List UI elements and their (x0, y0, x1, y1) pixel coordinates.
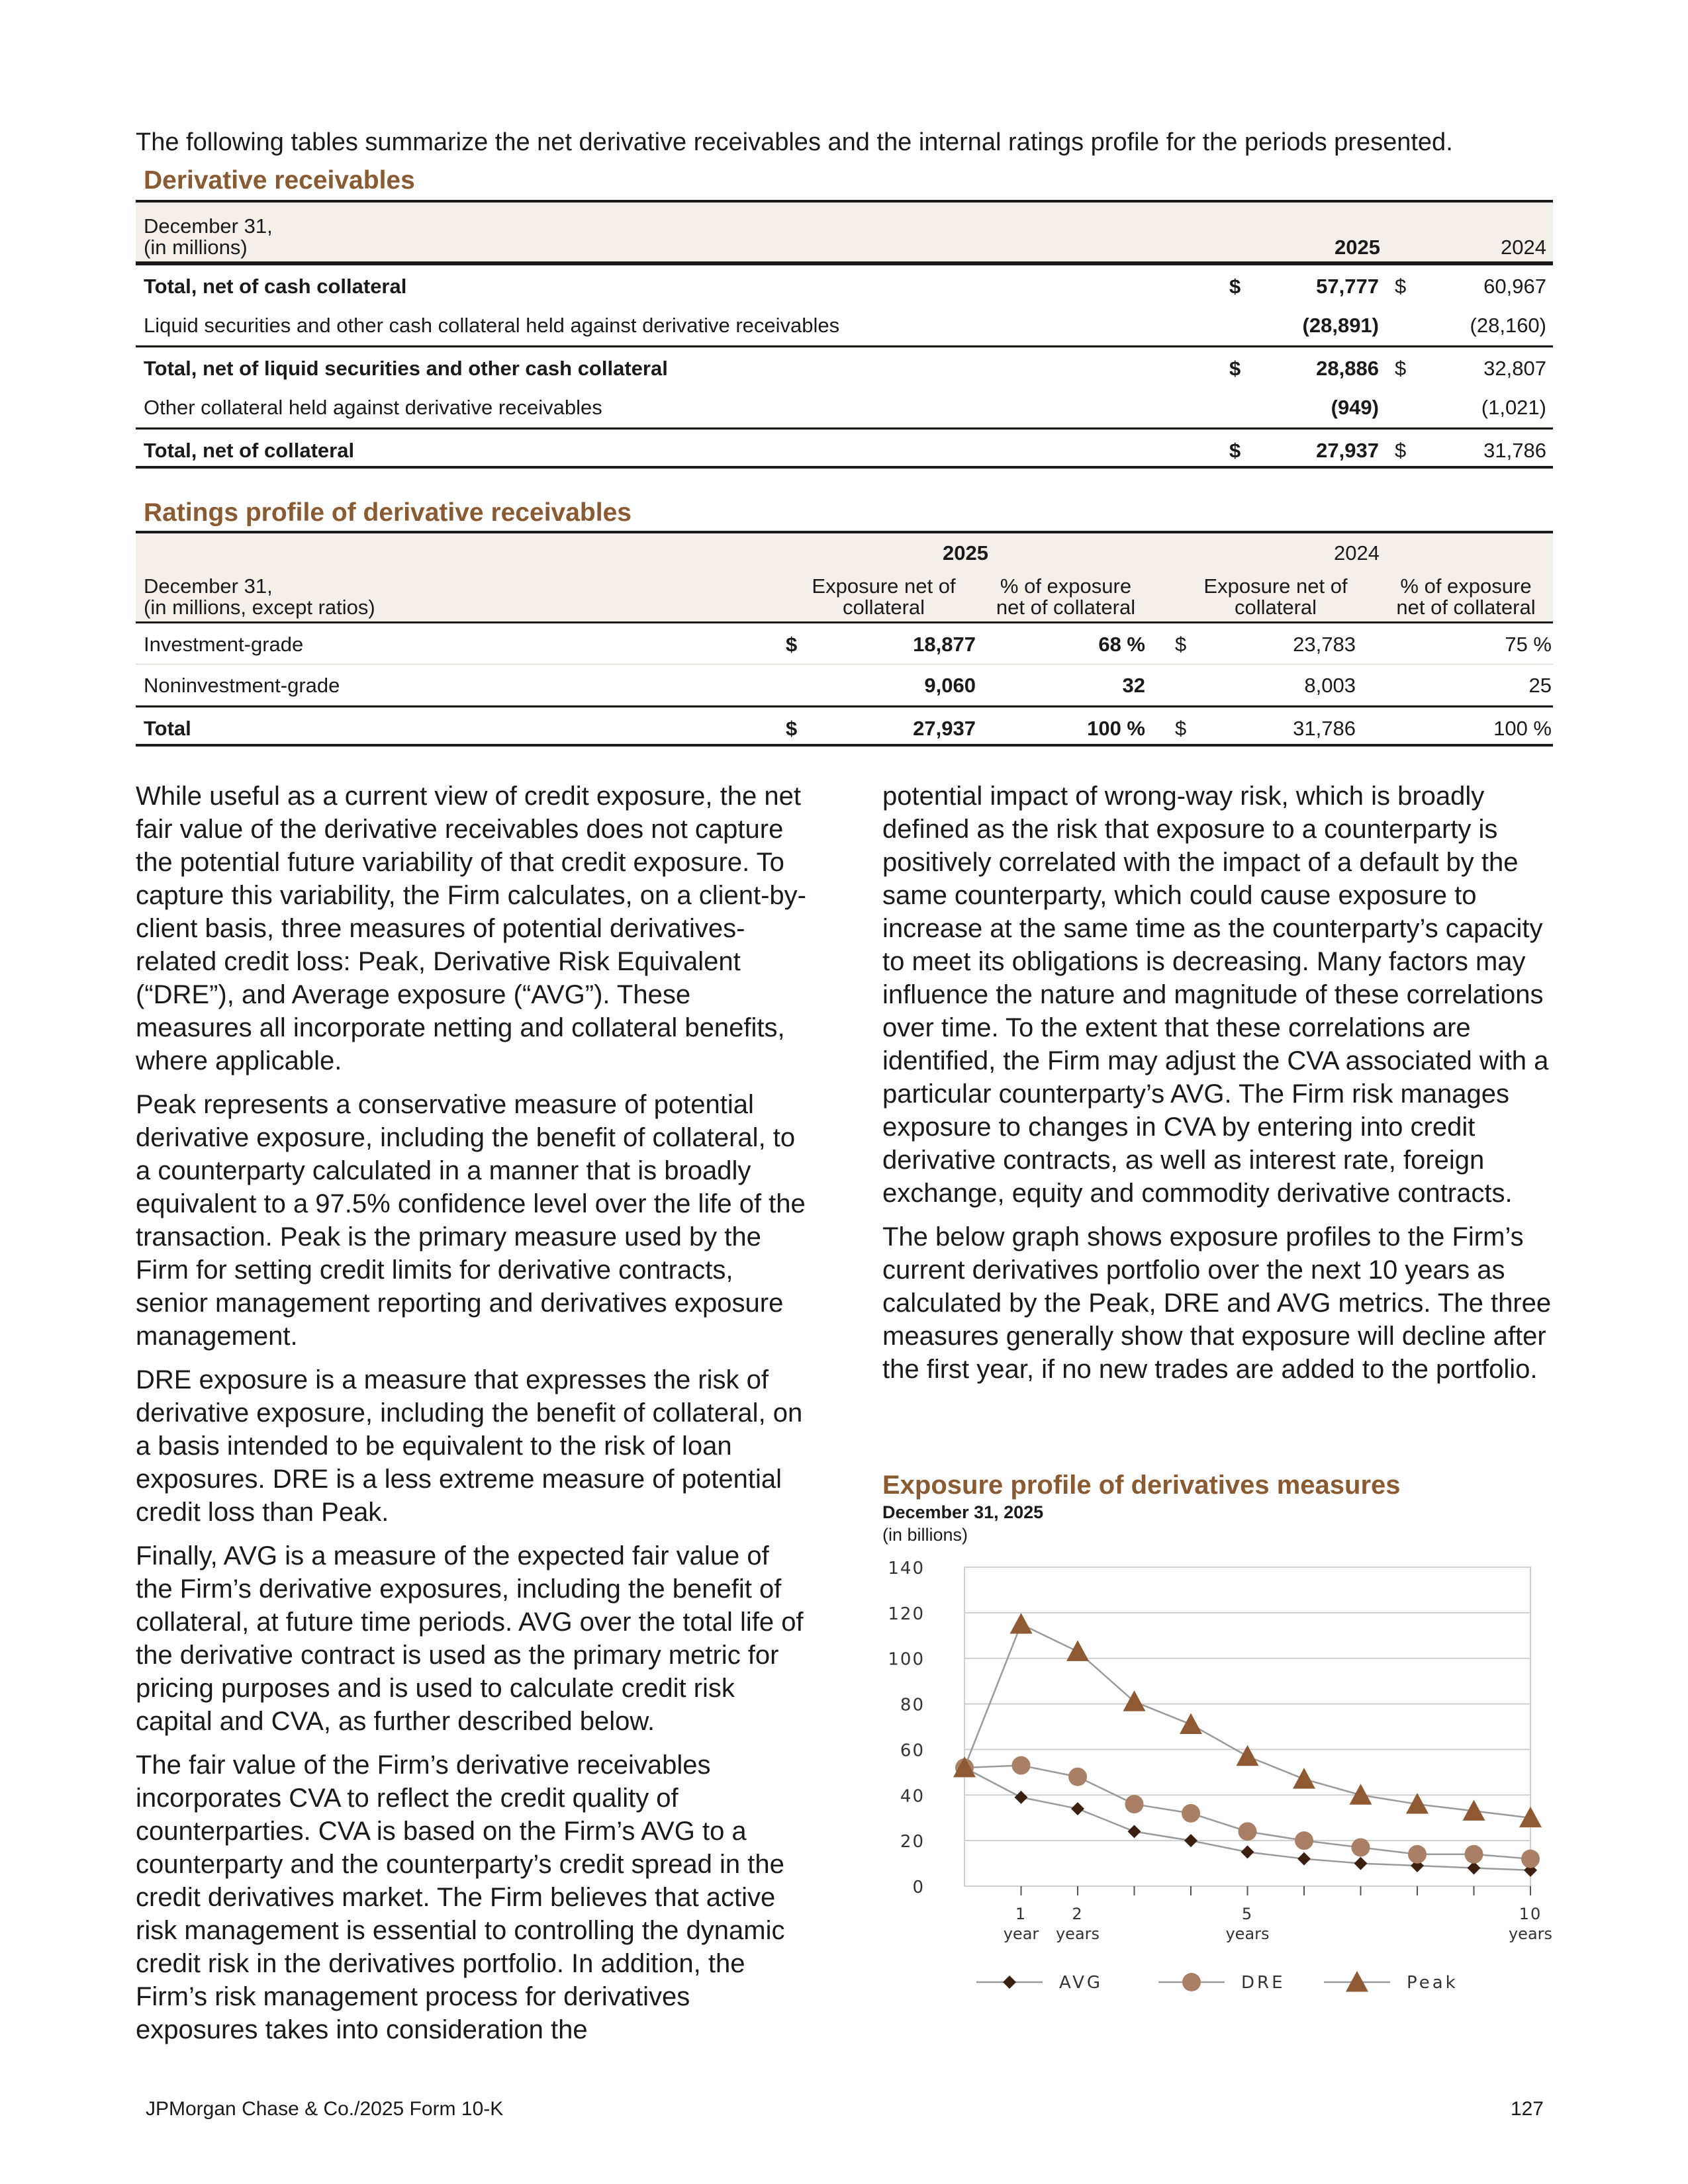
data-point-dre (1352, 1838, 1370, 1856)
header-units: (in millions, except ratios) (144, 596, 375, 619)
value-2025: (28,891) (1302, 314, 1379, 337)
body-paragraph: DRE exposure is a measure that expresses the risk of derivative exposure, including the benefit of collateral, on a basis intended to be equivalent to the risk of loan exposures. DRE is a less extreme measure of potential credit loss than Peak. (136, 1365, 803, 1527)
row-label: Total (144, 717, 191, 740)
y-tick-label: 20 (900, 1832, 925, 1852)
data-point-dre (1012, 1756, 1031, 1775)
exposure-2025: 27,937 (913, 717, 976, 740)
header-exposure-2024: Exposure net of (1203, 574, 1348, 598)
x-tick-label: year (1003, 1925, 1039, 1943)
legend-label: Peak (1407, 1973, 1458, 1993)
currency-2025: $ (786, 633, 798, 656)
data-point-peak (1350, 1784, 1372, 1804)
y-tick-label: 0 (912, 1878, 925, 1897)
derivative-receivables-title: Derivative receivables (144, 166, 415, 195)
data-point-dre (1295, 1831, 1313, 1850)
y-tick-label: 60 (900, 1741, 925, 1761)
y-tick-label: 80 (900, 1695, 925, 1715)
pct-2024: 100 % (1493, 717, 1552, 740)
currency-2024: $ (1395, 275, 1407, 298)
row-label: Noninvestment-grade (144, 674, 340, 697)
table-row (136, 705, 1553, 747)
header-pct-2024: % of exposure (1400, 574, 1532, 598)
row-label: Other collateral held against derivative receivables (144, 396, 602, 419)
legend-label: DRE (1241, 1973, 1286, 1993)
table-row (136, 263, 1553, 304)
currency-2024: $ (1395, 439, 1407, 462)
currency-2024: $ (1175, 717, 1187, 740)
y-tick-label: 100 (888, 1649, 925, 1670)
header-year-2025: 2025 (1335, 236, 1380, 259)
data-point-dre (1465, 1845, 1483, 1864)
data-point-avg (1241, 1845, 1254, 1858)
y-tick-label: 40 (900, 1786, 925, 1807)
data-point-avg (1071, 1802, 1084, 1815)
data-point-dre (1408, 1845, 1427, 1864)
data-point-peak (1123, 1690, 1146, 1711)
row-label: Total, net of cash collateral (144, 275, 407, 298)
header-exposure-2025-b: collateral (842, 596, 925, 619)
year-header-row (136, 531, 1553, 569)
exposure-2024: 23,783 (1293, 633, 1356, 656)
value-2025: (949) (1331, 396, 1379, 419)
row-label: Total, net of collateral (144, 439, 355, 462)
ratings-profile-table (136, 531, 1553, 747)
header-date: December 31, (144, 214, 273, 238)
pct-2025: 68 % (1098, 633, 1145, 656)
x-tick-label: years (1508, 1925, 1553, 1943)
row-label: Liquid securities and other cash collateral held against derivative receivables (144, 314, 840, 337)
header-units: (in millions) (144, 236, 248, 259)
value-2024: 31,786 (1483, 439, 1546, 462)
value-2025: 28,886 (1316, 357, 1379, 380)
data-point-peak (1293, 1768, 1315, 1788)
header-date: December 31, (144, 574, 273, 598)
value-2024: 32,807 (1483, 357, 1546, 380)
header-year-2024: 2024 (1501, 236, 1546, 259)
body-paragraph: While useful as a current view of credit exposure, the net fair value of the derivative receivables does not capture the potential future variability of that credit exposure. To capture this variability, the Firm calculates, on a client-by-client basis, three measures of potential derivatives-related credit loss: Peak, Derivative Risk Equivalent (“DRE”), and Average exposure (“AVG”). These measures all incorporate netting and collateral benefits, where applicable. (136, 782, 806, 1075)
x-tick-label: 2 (1072, 1905, 1084, 1923)
ratings-profile-title: Ratings profile of derivative receivables (144, 498, 632, 527)
legend-marker-avg (1003, 1976, 1016, 1989)
footer-text: JPMorgan Chase & Co./2025 Form 10-K (146, 2098, 504, 2120)
data-point-avg (1354, 1857, 1368, 1870)
exposure-2025: 18,877 (913, 633, 976, 656)
data-point-dre (1182, 1804, 1200, 1823)
currency-2024: $ (1175, 633, 1187, 656)
currency-2025: $ (1229, 439, 1241, 462)
y-tick-label: 120 (888, 1604, 925, 1624)
body-paragraph: Peak represents a conservative measure of potential derivative exposure, including the benefit of collateral, to a counterparty calculated in a manner that is broadly equivalent to a 97.5% confidence level over the life of the transaction. Peak is the primary measure used by the Firm for setting credit limits for derivative contracts, senior management reporting and derivatives exposure management. (136, 1090, 806, 1351)
page-number: 127 (1510, 2098, 1544, 2120)
table-row (136, 664, 1553, 705)
body-paragraph: The fair value of the Firm’s derivative receivables incorporates CVA to reflect the credit quality of counterparties. CVA is based on the Firm’s AVG to a counterparty and the counterparty’s credit spread in the credit derivatives market. The Firm believes that active risk management is essential to controlling the dynamic credit risk in the derivatives portfolio. In addition, the Firm’s risk management process for derivatives exposures takes into consideration the (136, 1751, 785, 2044)
exposure-2025: 9,060 (924, 674, 976, 697)
x-tick-label: 10 (1519, 1905, 1542, 1923)
table-header (136, 569, 1553, 623)
year-2025-label: 2025 (943, 541, 988, 565)
x-tick-label: years (1055, 1925, 1100, 1943)
y-tick-label: 140 (888, 1559, 925, 1578)
table-row (136, 428, 1553, 469)
header-pct-2025: % of exposure (1000, 574, 1132, 598)
row-label: Investment-grade (144, 633, 304, 656)
row-label: Total, net of liquid securities and other cash collateral (144, 357, 668, 380)
data-point-avg (1184, 1834, 1197, 1847)
chart-title: Exposure profile of derivatives measures (882, 1471, 1401, 1500)
exposure-profile-chart (854, 1542, 1556, 2019)
table-row (136, 345, 1553, 387)
data-point-dre (1125, 1795, 1144, 1813)
table-row (136, 623, 1553, 664)
table-row (136, 387, 1553, 428)
left-column (136, 780, 811, 2057)
data-point-dre (1068, 1768, 1087, 1786)
header-pct-2025-b: net of collateral (996, 596, 1136, 619)
body-paragraph: The below graph shows exposure profiles to the Firm’s current derivatives portfolio over the next 10 years as calculated by the Peak, DRE and AVG metrics. The three measures generally show that exposure will decline after the first year, if no new trades are added to the portfolio. (882, 1222, 1552, 1384)
currency-2024: $ (1395, 357, 1407, 380)
data-point-peak (1010, 1613, 1033, 1633)
table-header (136, 200, 1553, 263)
data-point-avg (1128, 1825, 1141, 1838)
body-paragraph: potential impact of wrong-way risk, which is broadly defined as the risk that exposure to a counterparty is positively correlated with the impact of a default by the same counterparty, which could cause exposure to increase at the same time as the counterparty’s capacity to meet its obligations is decreasing. Many factors may influence the nature and magnitude of these correlations over time. To the extent that these correlations are identified, the Firm may adjust the CVA associated with a particular counterparty’s AVG. The Firm risk manages exposure to changes in CVA by entering into credit derivative contracts, as well as interest rate, foreign exchange, equity and commodity derivative contracts. (882, 782, 1549, 1208)
series-line-peak (964, 1624, 1530, 1818)
data-point-peak (1237, 1745, 1259, 1766)
value-2024: (1,021) (1481, 396, 1546, 419)
legend-label: AVG (1059, 1973, 1103, 1993)
currency-2025: $ (1229, 275, 1241, 298)
header-pct-2024-b: net of collateral (1396, 596, 1536, 619)
right-column (882, 780, 1558, 1396)
exposure-2024: 8,003 (1304, 674, 1356, 697)
table-row (136, 304, 1553, 345)
x-tick-label: years (1225, 1925, 1270, 1943)
x-tick-label: 1 (1015, 1905, 1027, 1923)
data-point-peak (1180, 1713, 1202, 1734)
legend-marker-peak (1346, 1971, 1368, 1991)
pct-2024: 75 % (1505, 633, 1552, 656)
data-point-dre (1521, 1850, 1540, 1868)
value-2024: 60,967 (1483, 275, 1546, 298)
header-exposure-2024-b: collateral (1234, 596, 1317, 619)
currency-2025: $ (1229, 357, 1241, 380)
body-paragraph: Finally, AVG is a measure of the expected fair value of the Firm’s derivative exposures, including the benefit of collateral, at future time periods. AVG over the total life of the derivative contract is used as the primary metric for pricing purposes and is used to calculate credit risk capital and CVA, as further described below. (136, 1541, 804, 1736)
value-2025: 27,937 (1316, 439, 1379, 462)
pct-2025: 100 % (1087, 717, 1145, 740)
year-2024-label: 2024 (1334, 541, 1380, 565)
header-exposure-2025: Exposure net of (812, 574, 956, 598)
pct-2024: 25 (1528, 674, 1552, 697)
derivative-receivables-table (136, 200, 1553, 469)
x-tick-label: 5 (1241, 1905, 1254, 1923)
series-line-dre (964, 1766, 1530, 1859)
pct-2025: 32 (1122, 674, 1145, 697)
intro-text: The following tables summarize the net derivative receivables and the internal ratings profile for the periods presented. (136, 128, 1453, 156)
data-point-peak (1066, 1640, 1089, 1661)
value-2025: 57,777 (1316, 275, 1379, 298)
currency-2025: $ (786, 717, 798, 740)
legend-marker-dre (1182, 1973, 1201, 1991)
exposure-2024: 31,786 (1293, 717, 1356, 740)
chart-subtitle: December 31, 2025 (882, 1502, 1044, 1522)
data-point-avg (1297, 1852, 1311, 1866)
data-point-avg (1015, 1791, 1028, 1804)
value-2024: (28,160) (1470, 314, 1546, 337)
chart-units: (in billions) (882, 1525, 968, 1545)
data-point-dre (1239, 1822, 1257, 1841)
